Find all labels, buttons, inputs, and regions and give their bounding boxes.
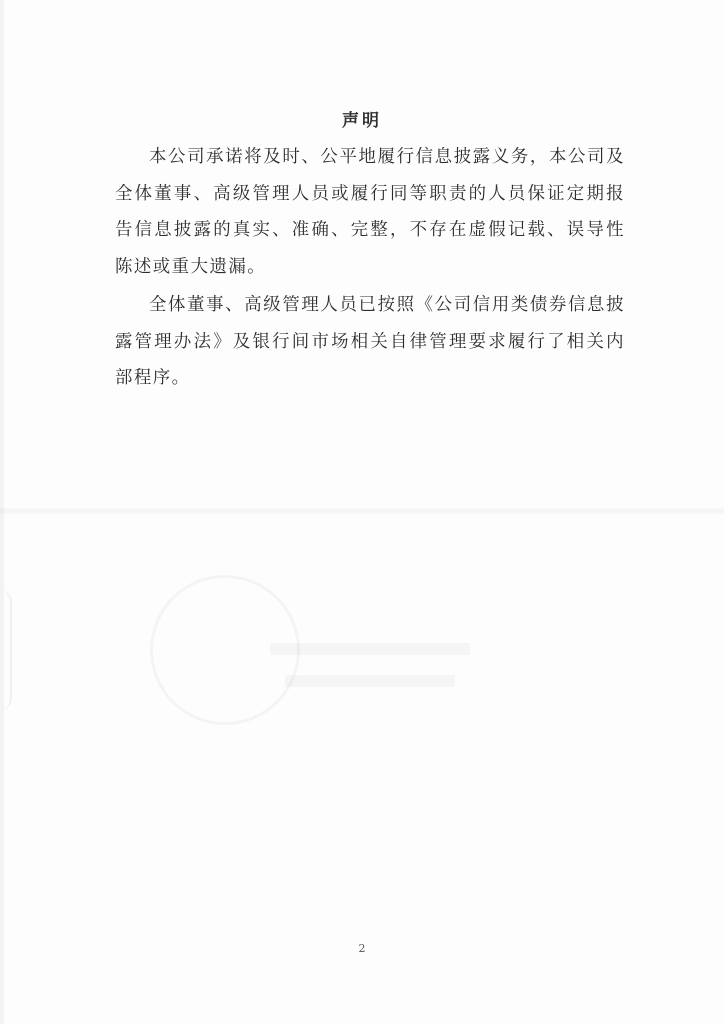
- paper-fold-line: [0, 508, 724, 514]
- statement-paragraph-2: 全体董事、高级管理人员已按照《公司信用类债券信息披露管理办法》及银行间市场相关自律管理要求履行了相关内部程序。: [115, 295, 625, 388]
- bleed-through-text: [270, 643, 470, 655]
- binding-mark: [0, 590, 12, 710]
- bleed-through-text: [285, 675, 455, 687]
- document-title: 声明: [342, 111, 382, 131]
- statement-paragraph-1: 本公司承诺将及时、公平地履行信息披露义务，本公司及全体董事、高级管理人员或履行同等职责的人员保证定期报告信息披露的真实、准确、完整，不存在虚假记载、误导性陈述或重大遗漏。: [115, 147, 625, 277]
- page-number: 2: [358, 942, 366, 955]
